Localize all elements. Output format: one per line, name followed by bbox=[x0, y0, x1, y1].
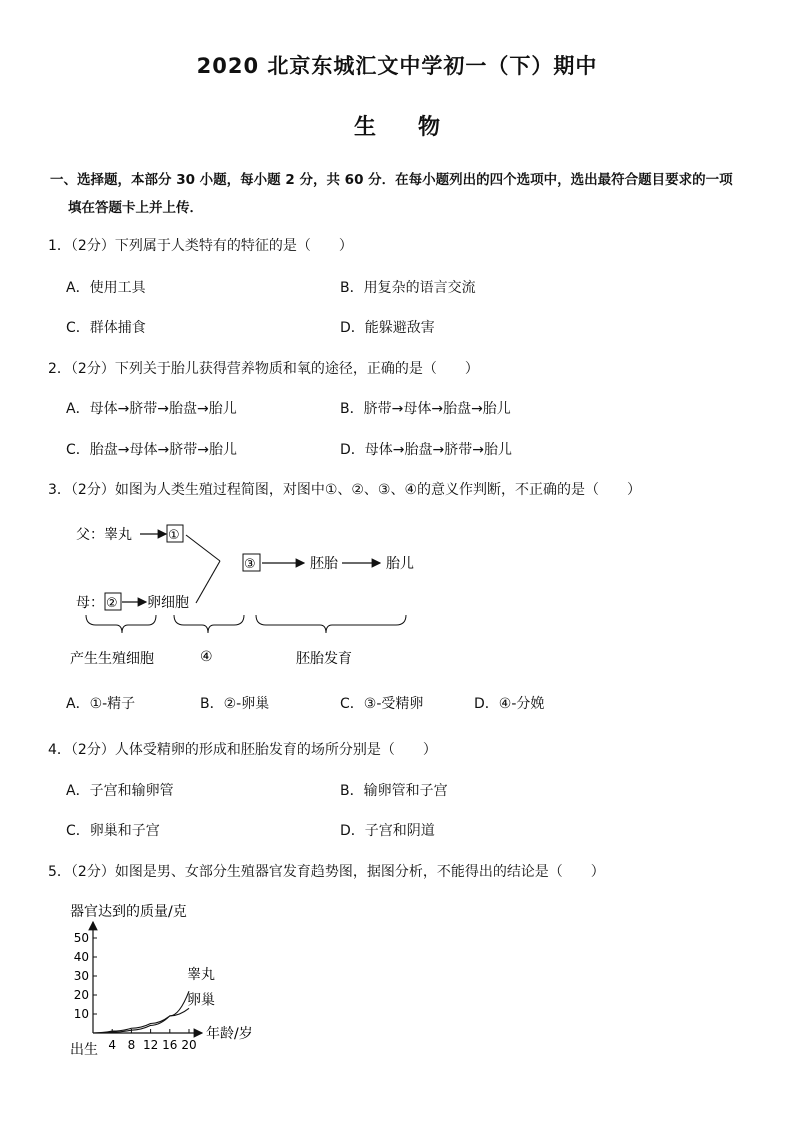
y-tick-label: 30 bbox=[73, 969, 89, 983]
box-3-label: ③ bbox=[244, 557, 256, 572]
diagram-mother-label: 母： bbox=[76, 595, 104, 611]
subject-title: 生物 bbox=[353, 115, 482, 140]
line-1-to-3 bbox=[186, 535, 220, 561]
line-egg-to-3 bbox=[196, 561, 220, 603]
page-title: 2020 北京东城汇文中学初一（下）期中 bbox=[196, 54, 598, 78]
q1-option-a[interactable]: A．使用工具 bbox=[66, 280, 146, 296]
reproduction-diagram bbox=[60, 515, 420, 675]
brace-c bbox=[256, 615, 406, 633]
section-line-1: 一、选择题，本部分 30 小题，每小题 2 分，共 60 分．在每小题列出的四个选项中，选出最符合题目要求的一项 bbox=[50, 172, 733, 188]
question-5-stem: 5．（2分）如图是男、女部分生殖器官发育趋势图，据图分析，不能得出的结论是（ ） bbox=[48, 864, 605, 880]
x-tick-label: 8 bbox=[127, 1038, 136, 1052]
q4-option-d[interactable]: D．子宫和阴道 bbox=[340, 823, 435, 839]
label-produce-cells: 产生生殖细胞 bbox=[70, 651, 154, 667]
question-3-stem: 3．（2分）如图为人类生殖过程简图，对图中①、②、③、④的意义作判断，不正确的是（ ） bbox=[48, 482, 642, 498]
q1-option-d[interactable]: D．能躲避敌害 bbox=[340, 320, 435, 336]
box-2-label: ② bbox=[106, 596, 118, 611]
x-tick-label: 16 bbox=[162, 1038, 178, 1052]
q2-option-a[interactable]: A．母体→脐带→胎盘→胎儿 bbox=[66, 401, 237, 417]
series-label-0: 睾丸 bbox=[187, 967, 215, 984]
label-4: ④ bbox=[200, 649, 213, 665]
growth-chart bbox=[60, 898, 280, 1058]
chart-ylabel: 器官达到的质量/克 bbox=[70, 904, 187, 920]
x-tick-label: 20 bbox=[181, 1038, 197, 1052]
y-tick-label: 10 bbox=[73, 1007, 89, 1021]
section-instructions bbox=[50, 166, 750, 222]
box-1-label: ① bbox=[168, 528, 180, 543]
brace-a bbox=[86, 615, 156, 633]
q2-option-c[interactable]: C．胎盘→母体→脐带→胎儿 bbox=[66, 442, 237, 458]
egg-cell-label: 卵细胞 bbox=[147, 595, 189, 611]
chart-xlabel: 年龄/岁 bbox=[206, 1026, 253, 1042]
section-line-2: 填在答题卡上并上传． bbox=[68, 200, 203, 216]
y-tick-label: 40 bbox=[73, 950, 89, 964]
q2-option-d[interactable]: D．母体→胎盘→脐带→胎儿 bbox=[340, 442, 512, 458]
y-tick-label: 20 bbox=[73, 988, 89, 1002]
q2-option-b[interactable]: B．脐带→母体→胎盘→胎儿 bbox=[340, 401, 511, 417]
chart-origin-label: 出生 bbox=[70, 1042, 98, 1058]
y-tick-label: 50 bbox=[73, 931, 89, 945]
question-1-stem: 1．（2分）下列属于人类特有的特征的是（ ） bbox=[48, 238, 353, 254]
q4-option-b[interactable]: B．输卵管和子宫 bbox=[340, 783, 448, 799]
q3-option-b[interactable]: B．②-卵巢 bbox=[200, 696, 270, 712]
fetus-label: 胎儿 bbox=[386, 556, 414, 572]
q3-option-a[interactable]: A．①-精子 bbox=[66, 696, 136, 712]
diagram-father-label: 父：睾丸 bbox=[76, 527, 132, 543]
label-embryo-development: 胚胎发育 bbox=[296, 651, 352, 667]
q4-option-c[interactable]: C．卵巢和子宫 bbox=[66, 823, 160, 839]
q3-option-c[interactable]: C．③-受精卵 bbox=[340, 696, 424, 712]
question-4-stem: 4．（2分）人体受精卵的形成和胚胎发育的场所分别是（ ） bbox=[48, 742, 437, 758]
q4-option-a[interactable]: A．子宫和输卵管 bbox=[66, 783, 174, 799]
q1-option-c[interactable]: C．群体捕食 bbox=[66, 320, 146, 336]
brace-b bbox=[174, 615, 244, 633]
question-2-stem: 2．（2分）下列关于胎儿获得营养物质和氧的途径，正确的是（ ） bbox=[48, 361, 479, 377]
q3-option-d[interactable]: D．④-分娩 bbox=[474, 696, 545, 712]
embryo-label: 胚胎 bbox=[310, 556, 338, 572]
q1-option-b[interactable]: B．用复杂的语言交流 bbox=[340, 280, 476, 296]
x-tick-label: 4 bbox=[108, 1038, 117, 1052]
x-tick-label: 12 bbox=[142, 1038, 159, 1052]
series-label-1: 卵巢 bbox=[187, 992, 215, 1009]
